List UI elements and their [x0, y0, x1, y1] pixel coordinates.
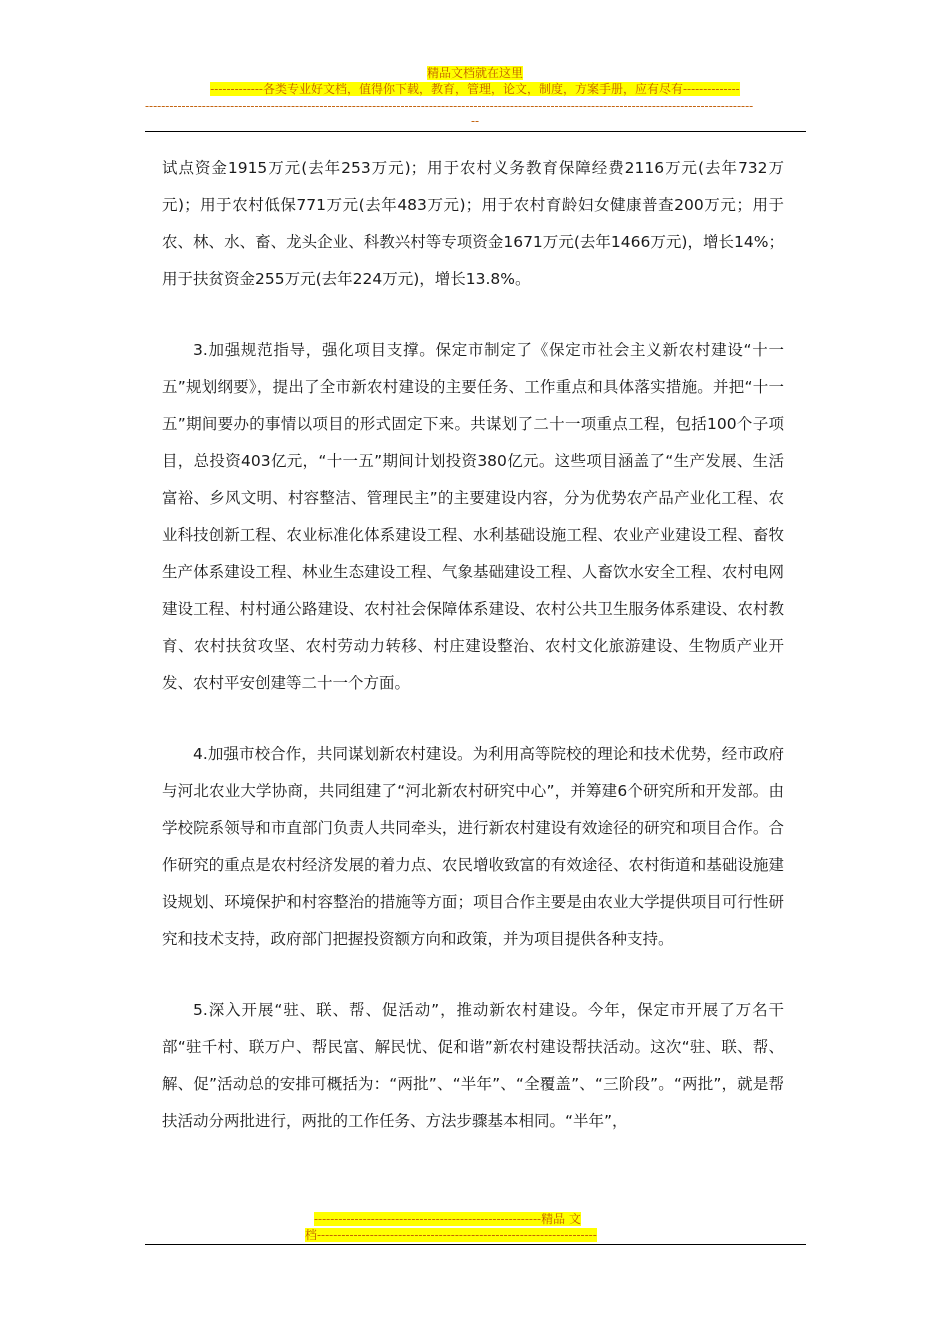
footer-line-1-text: --------------------------------------------------------精品 文 — [314, 1212, 581, 1226]
footer-line-2 — [305, 1228, 597, 1243]
paragraph-item-3: 3.加强规范指导，强化项目支撑。保定市制定了《保定市社会主义新农村建设“十一五”规划纲要》，提出了全市新农村建设的主要任务、工作重点和具体落实措施。并把“十一五”期间要办的事情以项目的形式固定下来。共谋划了二十一项重点工程，包括100个子项目，总投资403亿元，“十一五”期间计划投资380亿元。这些项目涵盖了“生产发展、生活富裕、乡风文明、村容整洁、管理民主”的主要建设内容，分为优势农产品产业化工程、农业科技创新工程、农业标准化体系建设工程、水利基础设施工程、农业产业建设工程、畜牧生产体系建设工程、林业生态建设工程、气象基础建设工程、人畜饮水安全工程、农村电网建设工程、村村通公路建设、农村社会保障体系建设、农村公共卫生服务体系建设、农村教育、农村扶贫攻坚、农村劳动力转移、村庄建设整治、农村文化旅游建设、生物质产业开发、农村平安创建等二十一个方面。 — [162, 341, 784, 692]
paragraph-item-4: 4.加强市校合作，共同谋划新农村建设。为利用高等院校的理论和技术优势，经市政府与河北农业大学协商，共同组建了“河北新农村研究中心”，并筹建6个研究所和开发部。由学校院系领导和市直部门负责人共同牵头，进行新农村建设有效途径的研究和项目合作。合作研究的重点是农村经济发展的着力点、农民增收致富的有效途径、农村街道和基础设施建设规划、环境保护和村容整治的措施等方面；项目合作主要是由农业大学提供项目可行性研究和技术支持，政府部门把握投资额方向和政策，并为项目提供各种支持。 — [162, 745, 784, 948]
header-tagline — [0, 82, 950, 97]
paragraph-funds: 试点资金1915万元(去年253万元)；用于农村义务教育保障经费2116万元(去年732万元)；用于农村低保771万元(去年483万元)；用于农村育龄妇女健康普查200万元；用于农、林、水、畜、龙头企业、科教兴村等专项资金1671万元(去年1466万元)，增长14%；用于扶贫资金255万元(去年224万元)，增长13.8%。 — [162, 159, 784, 288]
footer-rule — [145, 1244, 806, 1245]
header-tagline-text: -------------各类专业好文档，值得你下载，教育，管理，论文，制度，方案手册，应有尽有-------------- — [210, 82, 740, 96]
document-body — [162, 150, 784, 1174]
header-title-text: 精品文档就在这里 — [426, 66, 523, 80]
footer-line-2-text: 档--------------------------------------------------------------------- — [305, 1228, 597, 1242]
header-dash-line: ------------------------------------------------------------------------------------------------------------------------------------------------------ — [145, 100, 754, 113]
header-title — [0, 66, 950, 81]
paragraph-item-5: 5.深入开展“驻、联、帮、促活动”，推动新农村建设。今年，保定市开展了万名干部“驻千村、联万户、帮民富、解民忧、促和谐”新农村建设帮扶活动。这次“驻、联、帮、解、促”活动总的安排可概括为：“两批”、“半年”、“全覆盖”、“三阶段”。“两批”，就是帮扶活动分两批进行，两批的工作任务、方法步骤基本相同。“半年”， — [162, 1001, 784, 1130]
header-rule — [145, 131, 806, 132]
header-dash-tail: -- — [470, 115, 480, 128]
footer-line-1 — [314, 1212, 581, 1227]
